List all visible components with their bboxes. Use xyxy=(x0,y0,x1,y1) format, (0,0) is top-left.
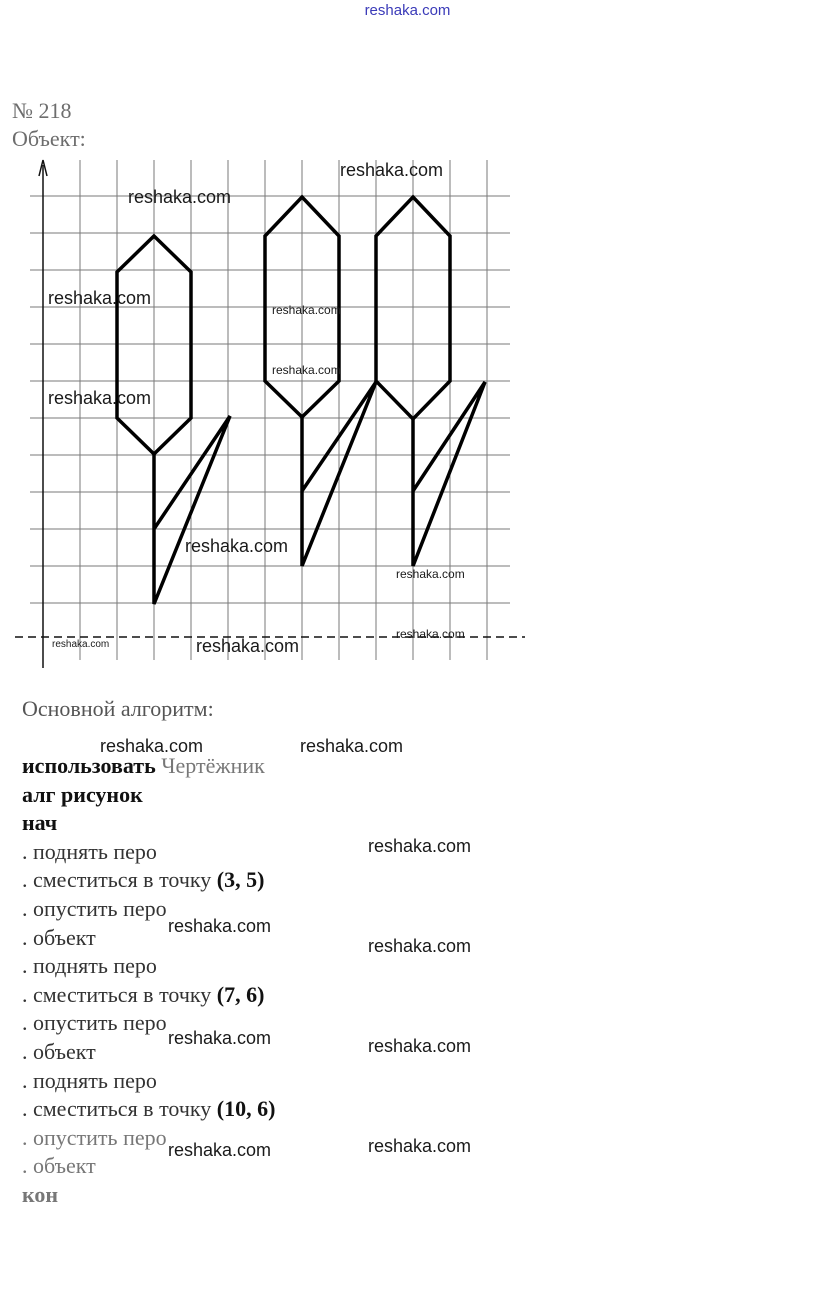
watermark: reshaka.com xyxy=(368,836,472,856)
watermark: reshaka.com xyxy=(396,567,465,581)
code-step-text: . сместиться в точку xyxy=(22,981,217,1007)
watermark: reshaka.com xyxy=(272,303,341,317)
watermark: reshaka.com xyxy=(368,936,472,956)
code-line-end: кон xyxy=(22,1181,59,1207)
code-line-alg: алг рисунок xyxy=(22,781,143,807)
watermark: reshaka.com xyxy=(128,187,232,207)
code-step-text: . объект xyxy=(22,1153,96,1179)
watermark: reshaka.com xyxy=(48,388,152,408)
watermark: reshaka.com xyxy=(272,363,341,377)
code-step-text: . поднять перо xyxy=(22,953,157,979)
grid xyxy=(30,160,510,660)
watermark: reshaka.com xyxy=(168,1140,272,1160)
code-step xyxy=(22,952,275,981)
code-step xyxy=(22,838,275,867)
watermark: reshaka.com xyxy=(168,916,272,936)
watermark: reshaka.com xyxy=(185,536,289,556)
watermark: reshaka.com xyxy=(368,1036,472,1056)
code-line-use xyxy=(22,752,275,781)
code-step xyxy=(22,866,275,895)
watermark: reshaka.com xyxy=(300,736,404,756)
watermark: reshaka.com xyxy=(196,636,300,656)
code-step xyxy=(22,1067,275,1096)
algorithm-title: Основной алгоритм: xyxy=(22,696,214,721)
task-number: № 218 xyxy=(12,98,72,123)
code-step-text: . сместиться в точку xyxy=(22,867,217,893)
watermark: reshaka.com xyxy=(168,1028,272,1048)
watermark: reshaka.com xyxy=(52,639,110,650)
code-step-text: . опустить перо xyxy=(22,895,167,921)
code-line-begin: нач xyxy=(22,810,58,836)
code-step xyxy=(22,1095,275,1124)
code-step-text: . опустить перо xyxy=(22,1124,167,1150)
keyword-use: использовать xyxy=(22,753,156,778)
code-step-coord: (3, 5) xyxy=(216,867,265,893)
code-step-text: . объект xyxy=(22,1038,96,1064)
code-step-text: . поднять перо xyxy=(22,1067,157,1093)
watermark: reshaka.com xyxy=(368,1136,472,1156)
use-target: Чертёжник xyxy=(155,753,265,778)
code-step-text: . объект xyxy=(22,924,96,950)
watermark: reshaka.com xyxy=(340,160,444,180)
watermark: reshaka.com xyxy=(48,288,152,308)
code-step xyxy=(22,981,275,1010)
code-steps xyxy=(22,838,275,1181)
code-step-text: . опустить перо xyxy=(22,1010,167,1036)
code-step-coord: (10, 6) xyxy=(216,1096,276,1122)
watermark: reshaka.com xyxy=(100,736,204,756)
code-step-text: . сместиться в точку xyxy=(22,1096,217,1122)
site-url[interactable]: reshaka.com xyxy=(364,2,451,19)
code-step-text: . поднять перо xyxy=(22,838,157,864)
code-step-coord: (7, 6) xyxy=(216,981,265,1007)
watermark: reshaka.com xyxy=(396,627,465,641)
object-label: Объект: xyxy=(12,126,86,151)
